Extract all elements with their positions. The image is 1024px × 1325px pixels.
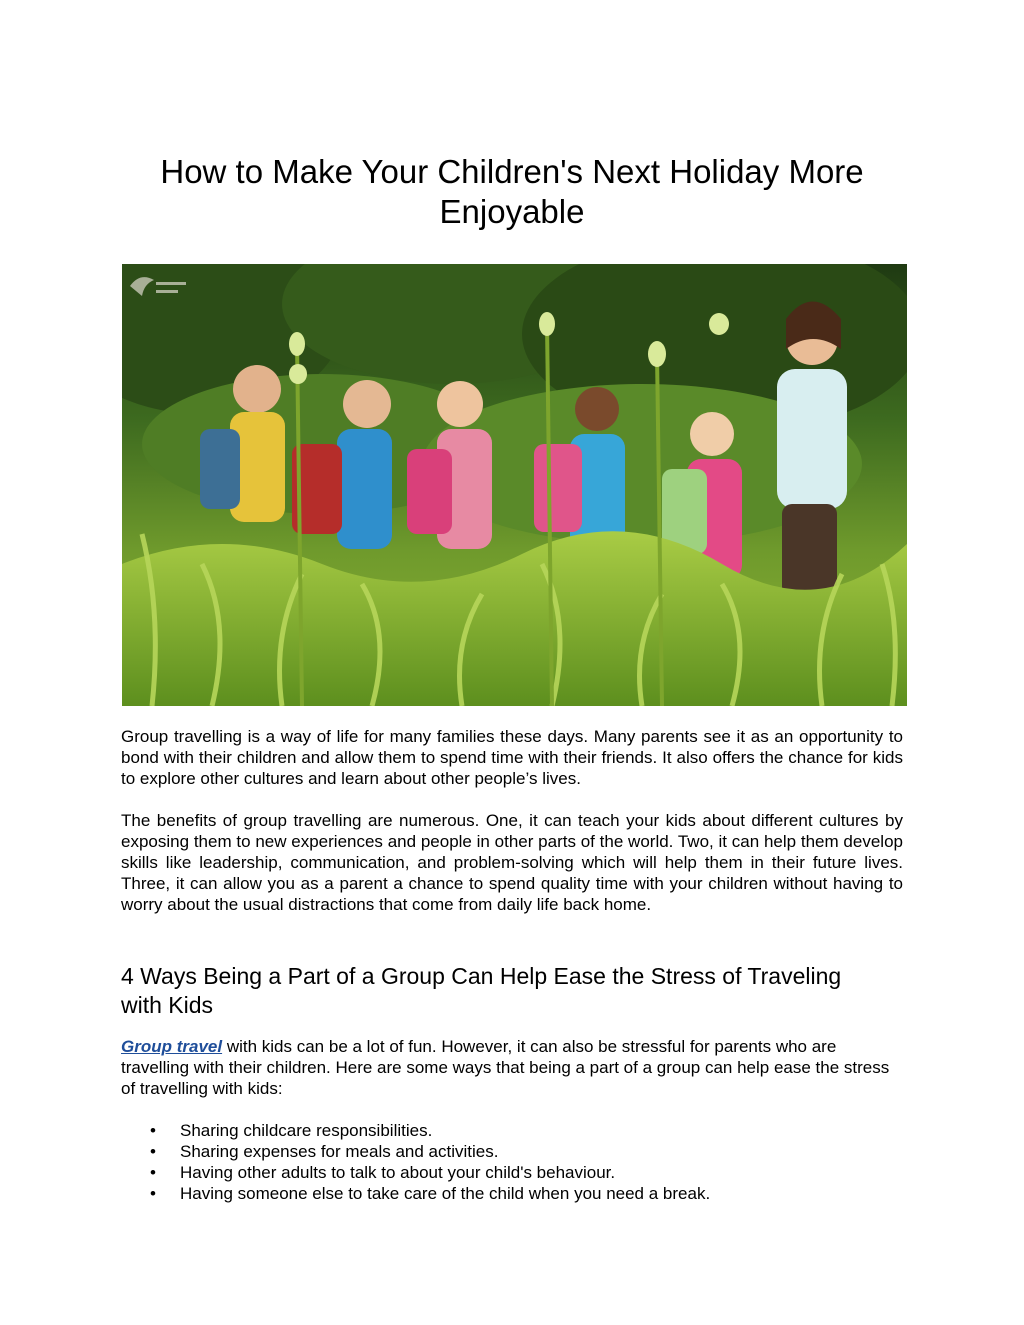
bullet-icon: • (150, 1121, 156, 1140)
group-travel-paragraph (121, 1036, 903, 1099)
list-item (121, 1120, 710, 1141)
group-travel-link[interactable]: Group travel (121, 1037, 223, 1056)
group-travel-paragraph-text: with kids can be a lot of fun. However, it can also be stressful for parents who are travelling with their children. Here are some ways that being a part of a group can help ease the stress of travelling with kids: (121, 1037, 890, 1098)
ways-list (121, 1120, 710, 1204)
bullet-icon: • (150, 1163, 156, 1182)
title-line-1: How to Make Your Children's Next Holiday More (160, 153, 864, 190)
list-item (121, 1141, 710, 1162)
intro-paragraph: Group travelling is a way of life for many families these days. Many parents see it as an opportunity to bond with their children and allow them to spend time with their friends. It also offers the chance for kids to explore other cultures and learn about other people’s lives. (121, 727, 903, 788)
list-item-text: Having other adults to talk to about your child's behaviour. (180, 1163, 616, 1182)
benefits-paragraph: The benefits of group travelling are numerous. One, it can teach your kids about different cultures by exposing them to new experiences and people in other parts of the world. Two, it can help them develop skills like leadership, communication, and problem-solving which will help them in their future lives. Three, it can allow you as a parent a chance to spend quality time with your children without having to worry about the usual distractions that come from daily life back home. (121, 811, 903, 914)
page-title (120, 152, 904, 232)
list-item (121, 1162, 710, 1183)
title-line-2: Enjoyable (439, 193, 585, 230)
bullet-icon: • (150, 1142, 156, 1161)
bullet-icon: • (150, 1184, 156, 1203)
list-item-text: Sharing expenses for meals and activities. (180, 1142, 499, 1161)
hero-photo (122, 264, 907, 706)
list-item (121, 1183, 710, 1204)
section-heading-line-2: with Kids (121, 992, 214, 1018)
section-heading-line-1: 4 Ways Being a Part of a Group Can Help Ease the Stress of Traveling (121, 963, 842, 989)
list-item-text: Sharing childcare responsibilities. (180, 1121, 433, 1140)
section-heading (121, 962, 903, 1020)
list-item-text: Having someone else to take care of the child when you need a break. (180, 1184, 711, 1203)
